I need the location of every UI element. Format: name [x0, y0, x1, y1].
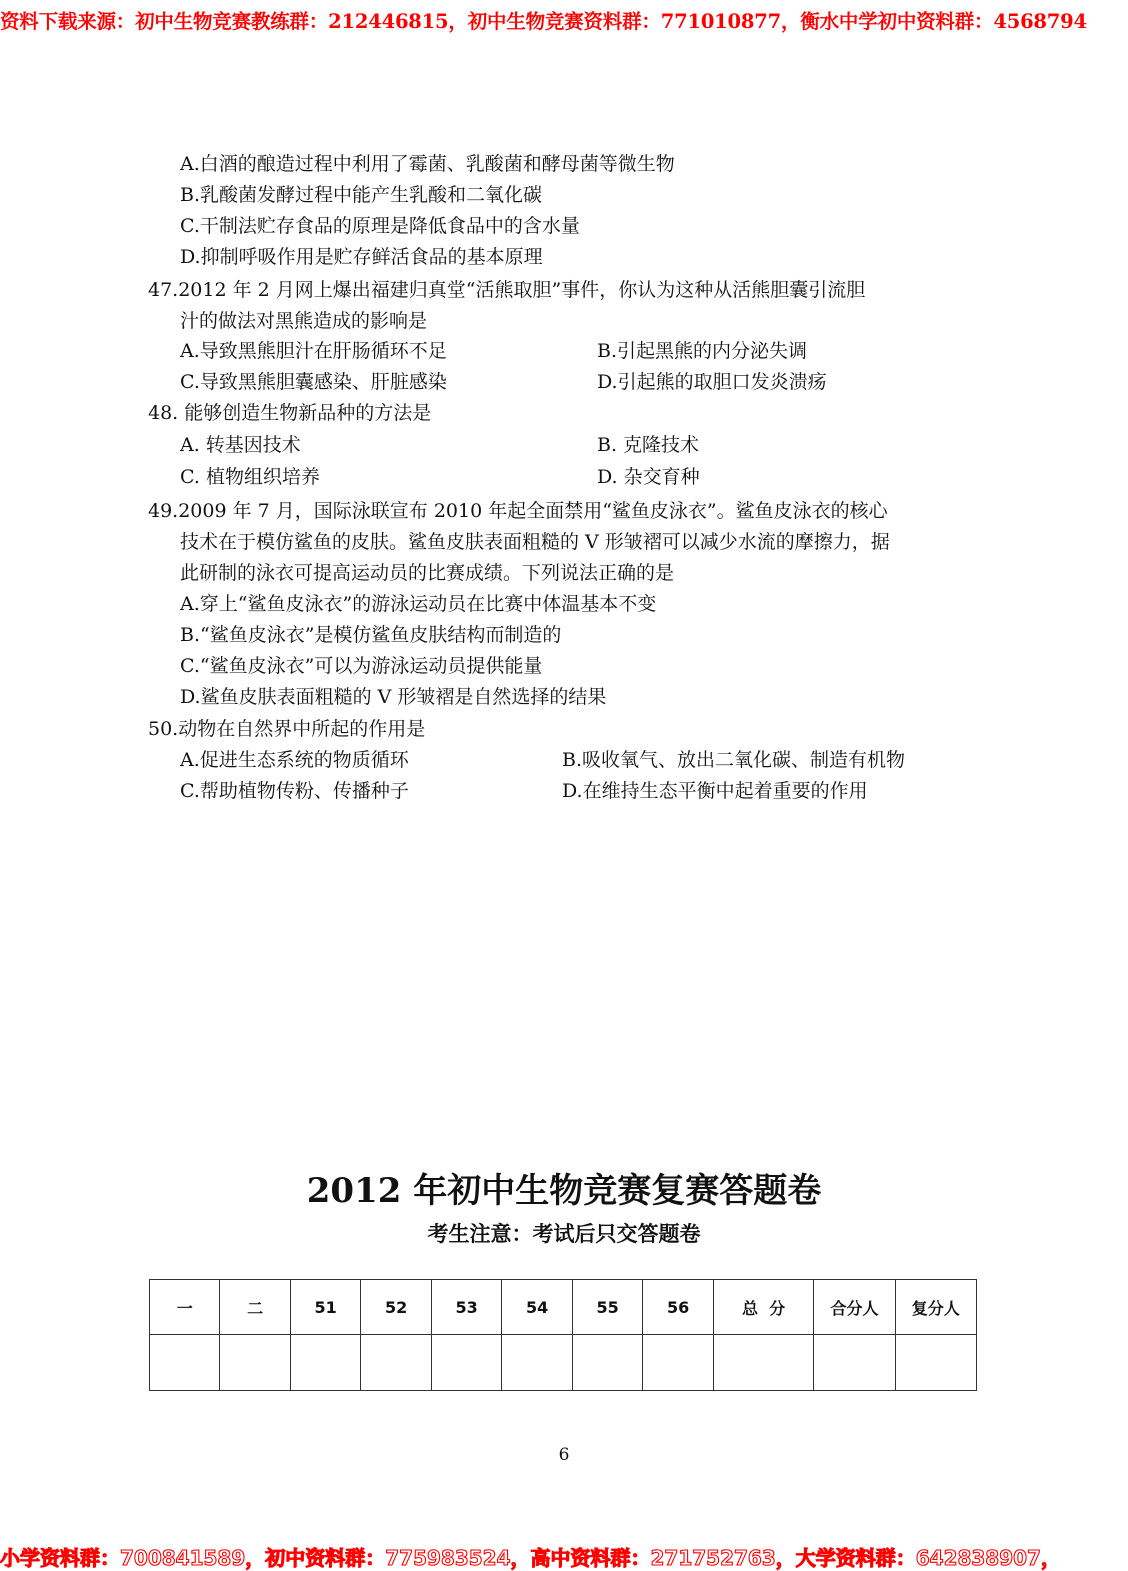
score-table-value-row: [150, 1335, 977, 1391]
score-header-cell-total: 总 分: [713, 1280, 813, 1335]
score-header-cell-reviewer: 复分人: [895, 1280, 976, 1335]
q47-option-b: B.引起黑熊的内分泌失调: [597, 340, 808, 362]
q48-option-c: C. 植物组织培养: [180, 466, 320, 488]
score-header-cell: 55: [572, 1280, 643, 1335]
q50-stem: 50.动物在自然界中所起的作用是: [148, 718, 426, 740]
score-cell-tallier[interactable]: [814, 1335, 895, 1391]
q48-option-b: B. 克隆技术: [597, 434, 700, 456]
q46-option-a: A.白酒的酿造过程中利用了霉菌、乳酸菌和酵母菌等微生物: [180, 153, 675, 175]
q47-stem-line2: 汁的做法对黑熊造成的影响是: [180, 310, 428, 332]
q50-option-a: A.促进生态系统的物质循环: [180, 749, 409, 771]
q46-option-d: D.抑制呼吸作用是贮存鲜活食品的基本原理: [180, 246, 543, 268]
q50-option-c: C.帮助植物传粉、传播种子: [180, 780, 409, 802]
score-cell[interactable]: [150, 1335, 220, 1391]
q47-option-a: A.导致黑熊胆汁在肝肠循环不足: [180, 340, 447, 362]
score-cell-total[interactable]: [713, 1335, 813, 1391]
score-table-header-row: [150, 1280, 977, 1335]
score-header-cell: 52: [361, 1280, 432, 1335]
answer-sheet-notice: 考生注意：考试后只交答题卷: [427, 1221, 701, 1246]
score-header-cell: 二: [220, 1280, 290, 1335]
q49-stem-line3: 此研制的泳衣可提高运动员的比赛成绩。下列说法正确的是: [180, 562, 675, 584]
score-cell[interactable]: [220, 1335, 290, 1391]
q49-option-d: D.鲨鱼皮肤表面粗糙的 V 形皱褶是自然选择的结果: [180, 686, 607, 708]
q50-option-b: B.吸收氧气、放出二氧化碳、制造有机物: [562, 749, 906, 771]
q46-option-c: C.干制法贮存食品的原理是降低食品中的含水量: [180, 215, 580, 237]
score-cell-reviewer[interactable]: [895, 1335, 976, 1391]
answer-sheet-title: 2012 年初中生物竞赛复赛答题卷: [306, 1171, 822, 1211]
q49-option-a: A.穿上“鲨鱼皮泳衣”的游泳运动员在比赛中体温基本不变: [180, 593, 657, 615]
q49-option-c: C.“鲨鱼皮泳衣”可以为游泳运动员提供能量: [180, 655, 543, 677]
score-cell[interactable]: [572, 1335, 643, 1391]
q49-stem-line1: 49.2009 年 7 月，国际泳联宣布 2010 年起全面禁用“鲨鱼皮泳衣”。鲨鱼皮泳衣的核心: [148, 500, 888, 522]
q49-stem-line2: 技术在于模仿鲨鱼的皮肤。鲨鱼皮肤表面粗糙的 V 形皱褶可以减少水流的摩擦力，据: [180, 531, 890, 553]
q49-option-b: B.“鲨鱼皮泳衣”是模仿鲨鱼皮肤结构而制造的: [180, 624, 562, 646]
score-header-cell: 56: [643, 1280, 714, 1335]
score-cell[interactable]: [361, 1335, 432, 1391]
score-cell[interactable]: [502, 1335, 573, 1391]
q47-stem-line1: 47.2012 年 2 月网上爆出福建归真堂“活熊取胆”事件，你认为这种从活熊胆囊引流胆: [148, 279, 866, 301]
q48-stem: 48. 能够创造生物新品种的方法是: [148, 402, 432, 424]
score-header-cell: 54: [502, 1280, 573, 1335]
bottom-groups-banner: 小学资料群：700841589，初中资料群：775983524，高中资料群：271752763，大学资料群：642838907，: [0, 1546, 1061, 1570]
q50-option-d: D.在维持生态平衡中起着重要的作用: [562, 780, 868, 802]
q48-option-a: A. 转基因技术: [180, 434, 301, 456]
score-header-cell: 53: [431, 1280, 502, 1335]
q47-option-c: C.导致黑熊胆囊感染、肝脏感染: [180, 371, 447, 393]
score-cell[interactable]: [431, 1335, 502, 1391]
q47-option-d: D.引起熊的取胆口发炎溃疡: [597, 371, 827, 393]
score-header-cell-tallier: 合分人: [814, 1280, 895, 1335]
score-header-cell: 51: [290, 1280, 361, 1335]
score-header-cell: 一: [150, 1280, 220, 1335]
page-number: 6: [558, 1445, 570, 1465]
top-source-banner: 资料下载来源：初中生物竞赛教练群：212446815，初中生物竞赛资料群：771010877，衡水中学初中资料群：4568794: [0, 10, 1087, 33]
score-cell[interactable]: [290, 1335, 361, 1391]
q48-option-d: D. 杂交育种: [597, 466, 700, 488]
q46-option-b: B.乳酸菌发酵过程中能产生乳酸和二氧化碳: [180, 184, 543, 206]
score-cell[interactable]: [643, 1335, 714, 1391]
score-table: [149, 1279, 977, 1391]
